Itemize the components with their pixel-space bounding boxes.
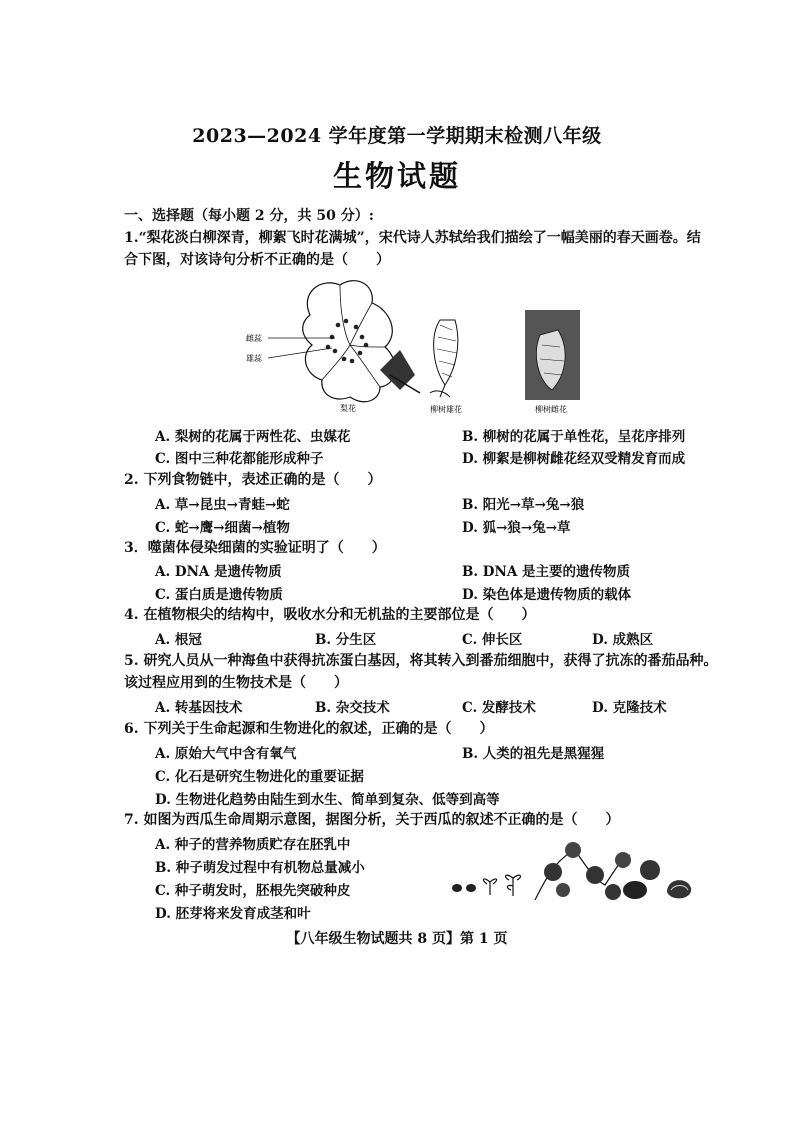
figure-1-flowers (240, 275, 590, 420)
question-3-option-c: C. 蛋白质是遗传物质 (155, 587, 283, 603)
question-1-option-c: C. 图中三种花都能形成种子 (155, 451, 324, 467)
stamen-label: 雄蕊 (246, 354, 262, 363)
pear-flower-label: 梨花 (340, 404, 356, 413)
question-6-option-a: A. 原始大气中含有氧气 (155, 746, 297, 762)
question-2-option-a: A. 草→昆虫→青蛙→蛇 (155, 497, 290, 513)
question-7-option-a: A. 种子的营养物质贮存在胚乳中 (155, 837, 351, 853)
question-6-stem: 6. 下列关于生命起源和生物进化的叙述，正确的是（ ） (124, 721, 494, 737)
pear-flower-drawing (268, 281, 420, 402)
question-5-option-b: B. 杂交技术 (315, 700, 390, 716)
question-1-stem-line-2: 合下图，对该诗句分析不正确的是（ ） (124, 252, 390, 268)
question-4-option-a: A. 根冠 (155, 632, 202, 648)
question-4-option-c: C. 伸长区 (462, 632, 523, 648)
question-6-option-b: B. 人类的祖先是黑猩猩 (462, 746, 605, 762)
willow-female-flower-drawing (525, 310, 580, 400)
question-2-option-c: C. 蛇→鹰→细菌→植物 (155, 520, 290, 536)
page-footer: 【八年级生物试题共 8 页】第 1 页 (286, 931, 508, 947)
willow-male-flower-label: 柳树雄花 (430, 405, 462, 414)
exam-title: 2023—2024 学年度第一学期期末检测八年级 (192, 125, 602, 147)
watermelon-seedlings-drawing (483, 875, 520, 896)
willow-female-flower-label: 柳树雌花 (535, 405, 567, 414)
willow-male-flower-drawing (430, 320, 458, 397)
question-7-option-d: D. 胚芽将来发育成茎和叶 (155, 906, 311, 922)
question-5-option-c: C. 发酵技术 (462, 700, 536, 716)
question-2-option-b: B. 阳光→草→兔→狼 (462, 497, 585, 513)
pistil-label: 雌蕊 (246, 334, 262, 343)
question-7-option-b: B. 种子萌发过程中有机物总量减小 (155, 860, 365, 876)
question-7-stem: 7. 如图为西瓜生命周期示意图，据图分析，关于西瓜的叙述不正确的是（ ） (124, 812, 620, 828)
question-2-option-d: D. 狐→狼→兔→草 (462, 520, 571, 536)
question-5-stem-line-2: 该过程应用到的生物技术是（ ） (124, 675, 348, 691)
question-3-stem: 3．噬菌体侵染细菌的实验证明了（ ） (124, 540, 386, 556)
question-5-option-d: D. 克隆技术 (592, 700, 667, 716)
question-4-stem: 4. 在植物根尖的结构中，吸收水分和无机盐的主要部位是（ ） (124, 607, 536, 623)
question-5-stem-line-1: 5. 研究人员从一种海鱼中获得抗冻蛋白基因，将其转入到番茄细胞中，获得了抗冻的番茄品种。 (124, 653, 718, 669)
question-5-option-a: A. 转基因技术 (155, 700, 243, 716)
question-3-option-d: D. 染色体是遗传物质的载体 (462, 587, 632, 603)
question-3-option-b: B. DNA 是主要的遗传物质 (462, 564, 631, 580)
question-7-option-c: C. 种子萌发时，胚根先突破种皮 (155, 883, 351, 899)
section-heading: 一、选择题（每小题 2 分，共 50 分）: (124, 208, 374, 224)
watermelon-fruit-drawing (623, 880, 691, 899)
question-6-option-c: C. 化石是研究生物进化的重要证据 (155, 769, 364, 785)
question-1-option-d: D. 柳絮是柳树雌花经双受精发育而成 (462, 451, 686, 467)
watermelon-seeds-drawing (452, 884, 476, 892)
question-3-option-a: A. DNA 是遗传物质 (155, 564, 282, 580)
question-6-option-d: D. 生物进化趋势由陆生到水生、简单到复杂、低等到高等 (155, 792, 500, 808)
watermelon-life-cycle-figure (445, 830, 695, 905)
question-2-stem: 2. 下列食物链中，表述正确的是（ ） (124, 472, 382, 488)
question-4-option-d: D. 成熟区 (592, 632, 654, 648)
question-4-option-b: B. 分生区 (315, 632, 377, 648)
question-1-stem-line-1: 1.“梨花淡白柳深青，柳絮飞时花满城”，宋代诗人苏轼给我们描绘了一幅美丽的春天画卷。结 (124, 230, 701, 246)
exam-subject: 生物试题 (332, 159, 461, 193)
question-1-option-b: B. 柳树的花属于单性花，呈花序排列 (462, 429, 686, 445)
question-1-option-a: A. 梨树的花属于两性花、虫媒花 (155, 429, 351, 445)
